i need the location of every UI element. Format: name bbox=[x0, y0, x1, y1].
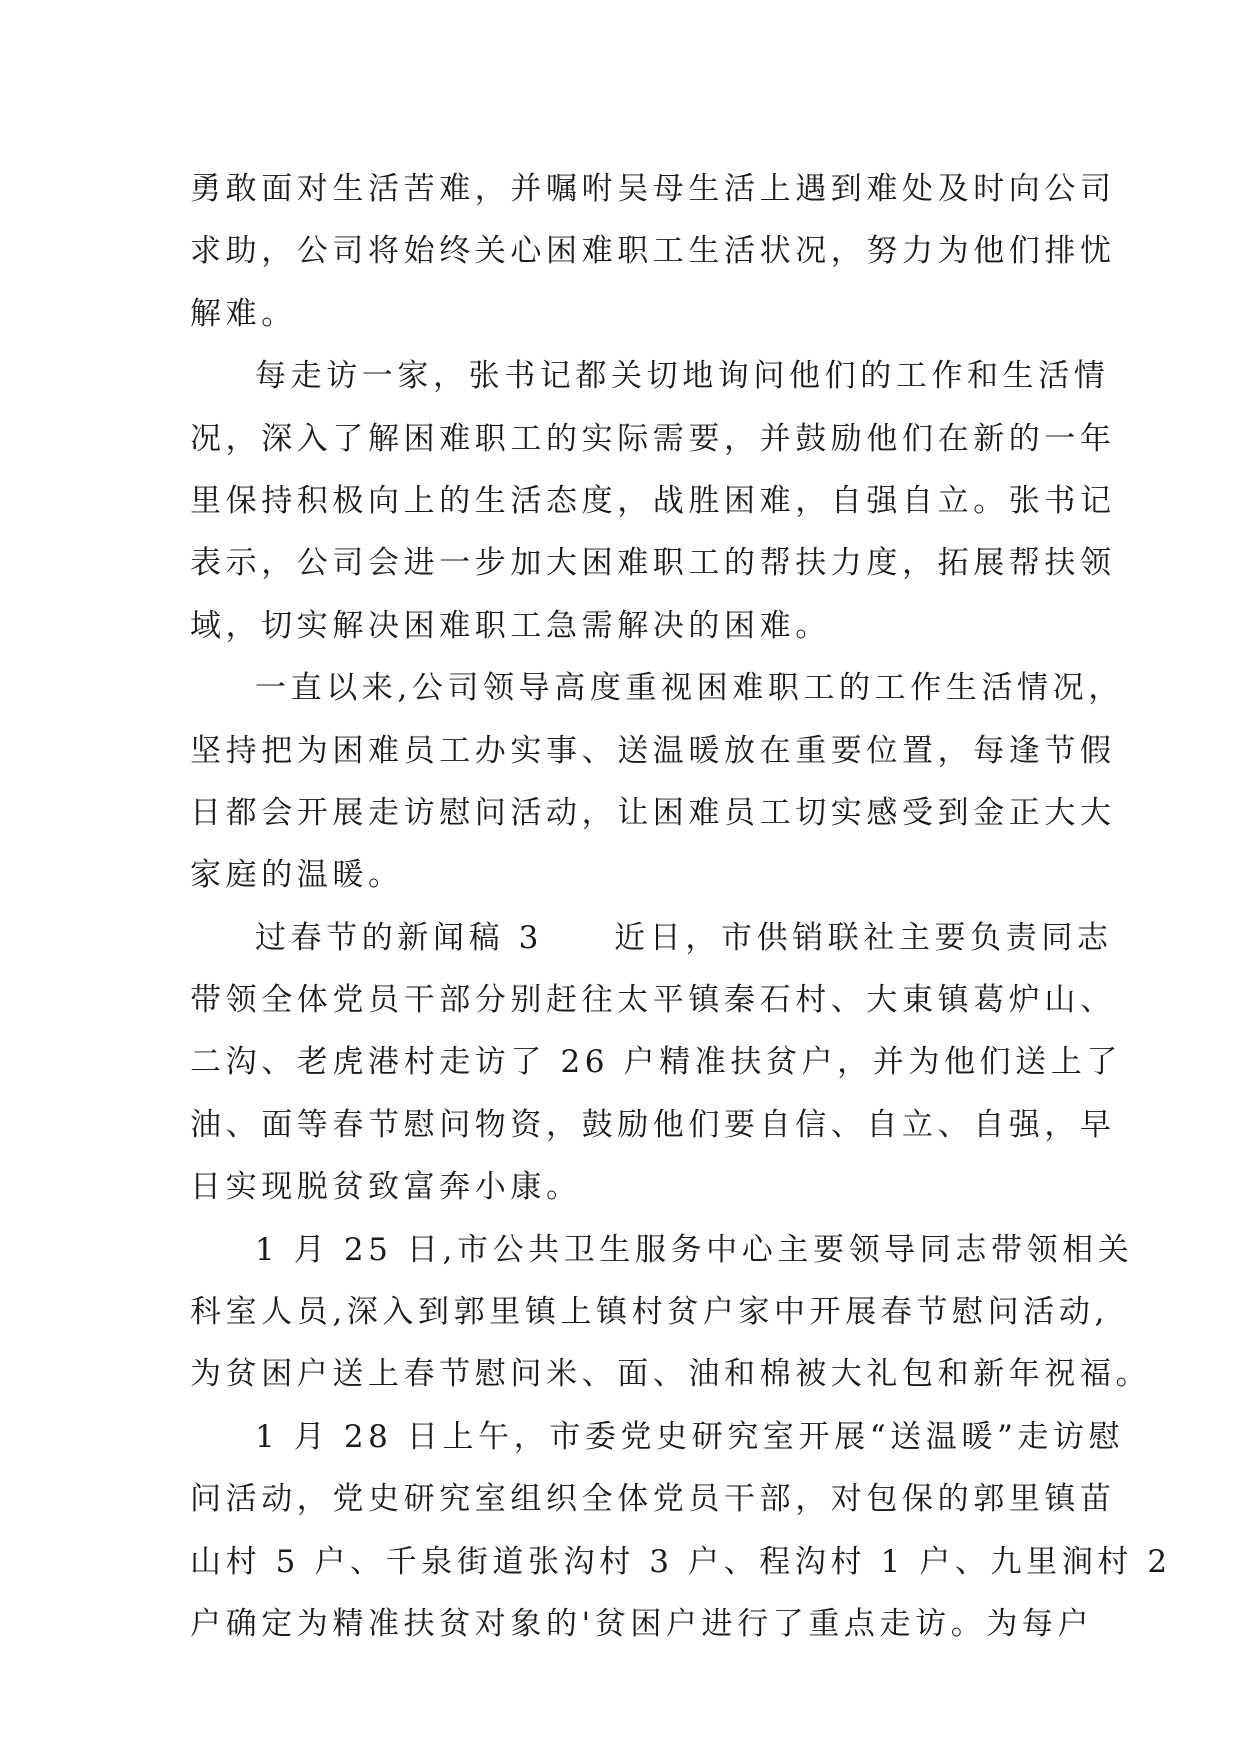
text-line: 域，切实解决困难职工急需解决的困难。 bbox=[190, 607, 831, 644]
text-line: 日都会开展走访慰问活动，让困难员工切实感受到金正大大 bbox=[190, 794, 1116, 831]
text-line: 坚持把为困难员工办实事、送温暖放在重要位置，每逢节假 bbox=[190, 732, 1116, 769]
text-line: 油、面等春节慰问物资，鼓励他们要自信、自立、自强，早 bbox=[190, 1106, 1116, 1143]
text-line: 里保持积极向上的生活态度，战胜困难，自强自立。张书记 bbox=[190, 482, 1116, 519]
text-line: 带领全体党员干部分别赶往太平镇秦石村、大東镇葛炉山、 bbox=[190, 982, 1116, 1019]
text-line: 求助，公司将始终关心困难职工生活状况，努力为他们排忧 bbox=[190, 233, 1116, 270]
text-line: 表示，公司会进一步加大困难职工的帮扶力度，拓展帮扶领 bbox=[190, 545, 1116, 582]
text-line: 山村 5 户、千泉街道张沟村 3 户、程沟村 1 户、九里涧村 2 bbox=[190, 1543, 1172, 1580]
text-line: 问活动，党史研究室组织全体党员干部，对包保的郭里镇苗 bbox=[190, 1481, 1116, 1518]
text-line: 过春节的新闻稿 3 近日，市供销联社主要负责同志 bbox=[255, 919, 1113, 956]
text-line: 日实现脱贫致富奔小康。 bbox=[190, 1169, 582, 1206]
text-line: 科室人员,深入到郭里镇上镇村贫户家中开展春节慰问活动, bbox=[190, 1294, 1109, 1331]
text-line: 勇敢面对生活苦难，并嘱咐吴母生活上遇到难处及时向公司 bbox=[190, 171, 1116, 207]
text-line: 家庭的温暖。 bbox=[190, 857, 404, 894]
text-line: 解难。 bbox=[190, 295, 297, 332]
text-line: 一直以来,公司领导高度重视困难职工的工作生活情况， bbox=[255, 670, 1124, 707]
text-line: 况，深入了解困难职工的实际需要，并鼓励他们在新的一年 bbox=[190, 420, 1116, 457]
text-line: 二沟、老虎港村走访了 26 户精准扶贫户，并为他们送上了 bbox=[190, 1044, 1122, 1081]
text-line: 1 月 25 日,市公共卫生服务中心主要领导同志带领相关 bbox=[255, 1231, 1134, 1268]
text-line: 1 月 28 日上午，市委党史研究室开展“送温暖”走访慰 bbox=[255, 1418, 1125, 1455]
body-text bbox=[190, 158, 1172, 1655]
text-line: 为贫困户送上春节慰问米、面、油和棉被大礼包和新年祝福。 bbox=[190, 1356, 1152, 1393]
text-line: 户确定为精准扶贫对象的'贫困户进行了重点走访。为每户 bbox=[190, 1605, 1094, 1642]
text-line: 每走访一家，张书记都关切地询问他们的工作和生活情 bbox=[255, 358, 1110, 395]
